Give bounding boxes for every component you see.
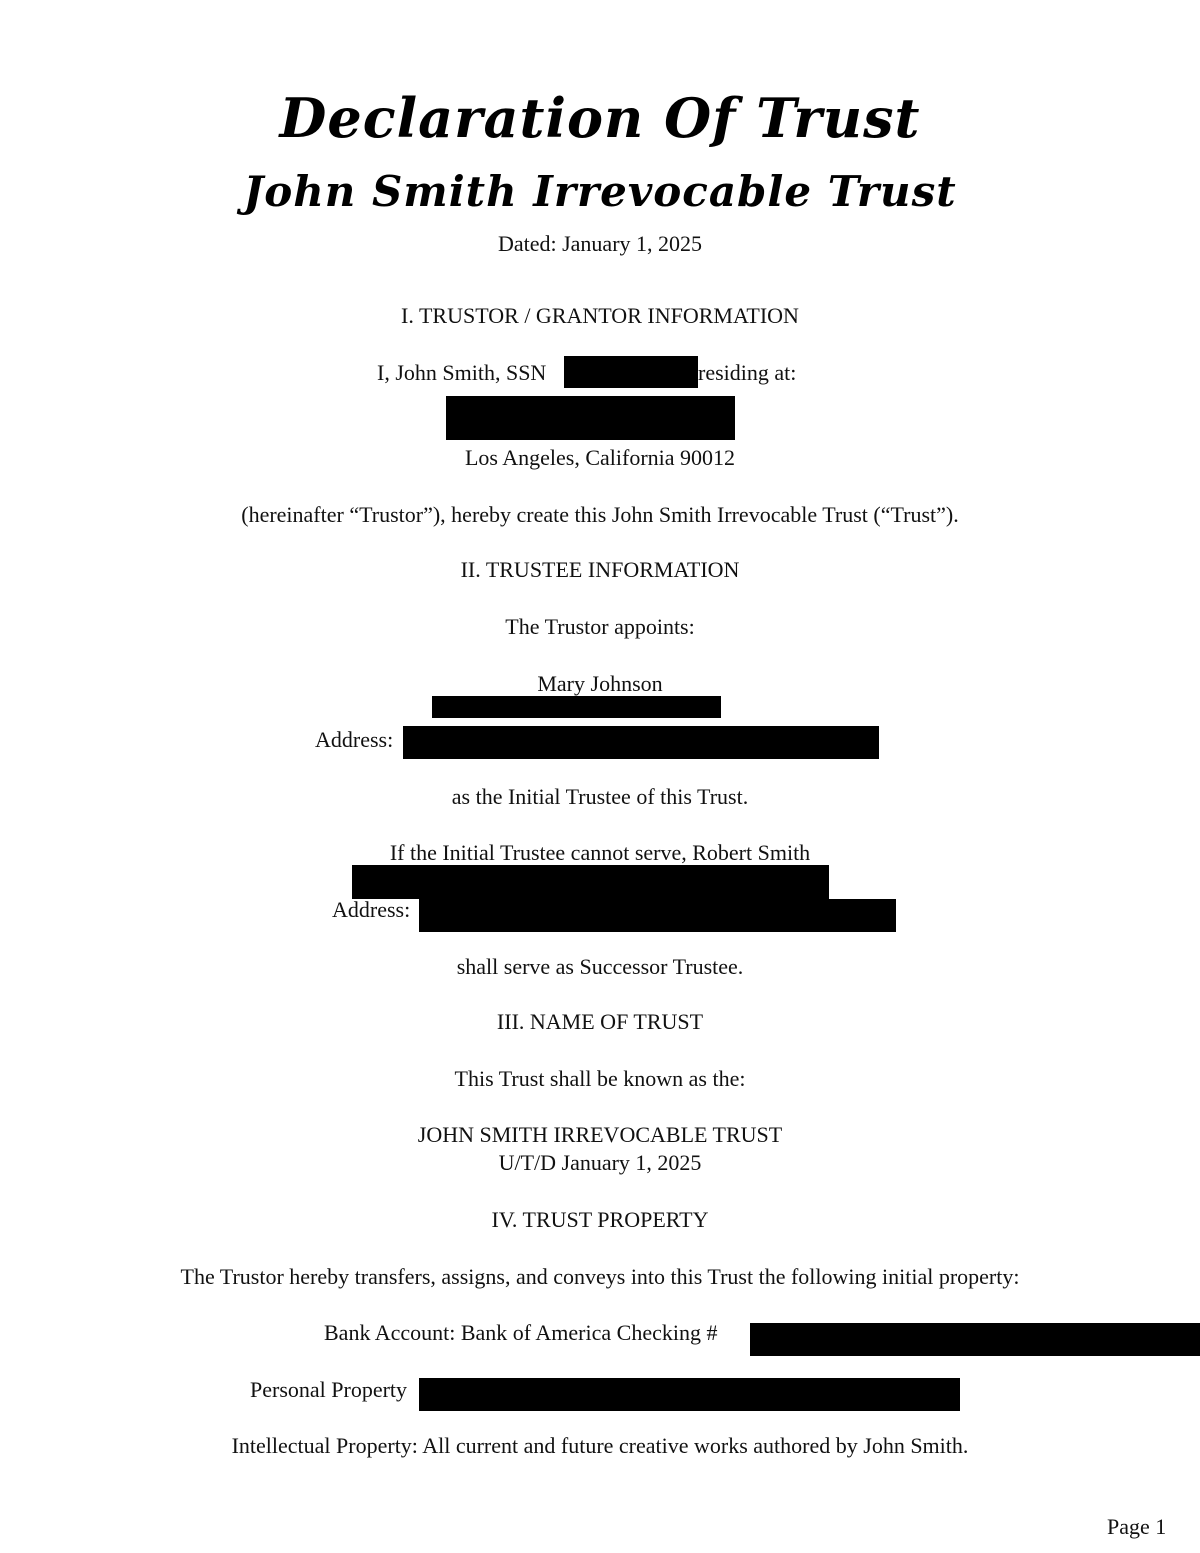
section-heading-trustee: II. TRUSTEE INFORMATION [460, 557, 740, 582]
redacted-initial-trustee-info [432, 696, 721, 718]
trust-name: JOHN SMITH IRREVOCABLE TRUST [417, 1122, 783, 1147]
personal-property-label: Personal Property [250, 1377, 408, 1402]
trustor-intro-prefix: I, John Smith, SSN [377, 360, 547, 385]
trust-property-intro: The Trustor hereby transfers, assigns, and conveys into this Trust the following initial property: [180, 1264, 1020, 1289]
section-heading-name-of-trust: III. NAME OF TRUST [496, 1009, 704, 1034]
redacted-personal-property [419, 1378, 960, 1411]
trustor-intro-suffix: residing at: [698, 360, 797, 385]
redacted-ssn [564, 356, 698, 388]
trust-known-as: This Trust shall be known as the: [454, 1066, 746, 1091]
bank-account-label: Bank Account: Bank of America Checking # [324, 1320, 718, 1345]
redacted-initial-trustee-address [403, 726, 879, 759]
redacted-street-address [446, 396, 735, 440]
trustor-declaration: (hereinafter “Trustor”), hereby create this John Smith Irrevocable Trust (“Trust”). [241, 502, 959, 527]
redacted-successor-trustee-info [352, 865, 829, 899]
successor-trustee-intro: If the Initial Trustee cannot serve, Robert Smith [389, 840, 811, 865]
document-title: Declaration Of Trust [279, 86, 921, 150]
section-heading-trustor: I. TRUSTOR / GRANTOR INFORMATION [401, 303, 799, 328]
page-number: Page 1 [1107, 1514, 1167, 1539]
initial-trustee-role: as the Initial Trustee of this Trust. [451, 784, 749, 809]
initial-trustee-name: Mary Johnson [537, 671, 663, 696]
trustor-city-line: Los Angeles, California 90012 [464, 445, 736, 470]
trustor-appoints: The Trustor appoints: [505, 614, 695, 639]
document-subtitle: John Smith Irrevocable Trust [243, 167, 957, 216]
redacted-successor-trustee-address [419, 899, 896, 932]
successor-trustee-role: shall serve as Successor Trustee. [456, 954, 744, 979]
trust-utd-date: U/T/D January 1, 2025 [498, 1150, 702, 1175]
initial-trustee-address-label: Address: [315, 727, 394, 752]
dated-line: Dated: January 1, 2025 [497, 231, 703, 256]
section-heading-trust-property: IV. TRUST PROPERTY [491, 1207, 709, 1232]
successor-trustee-address-label: Address: [332, 897, 411, 922]
redacted-bank-account-number [750, 1323, 1200, 1356]
intellectual-property-line: Intellectual Property: All current and future creative works authored by John Smith. [231, 1433, 969, 1458]
